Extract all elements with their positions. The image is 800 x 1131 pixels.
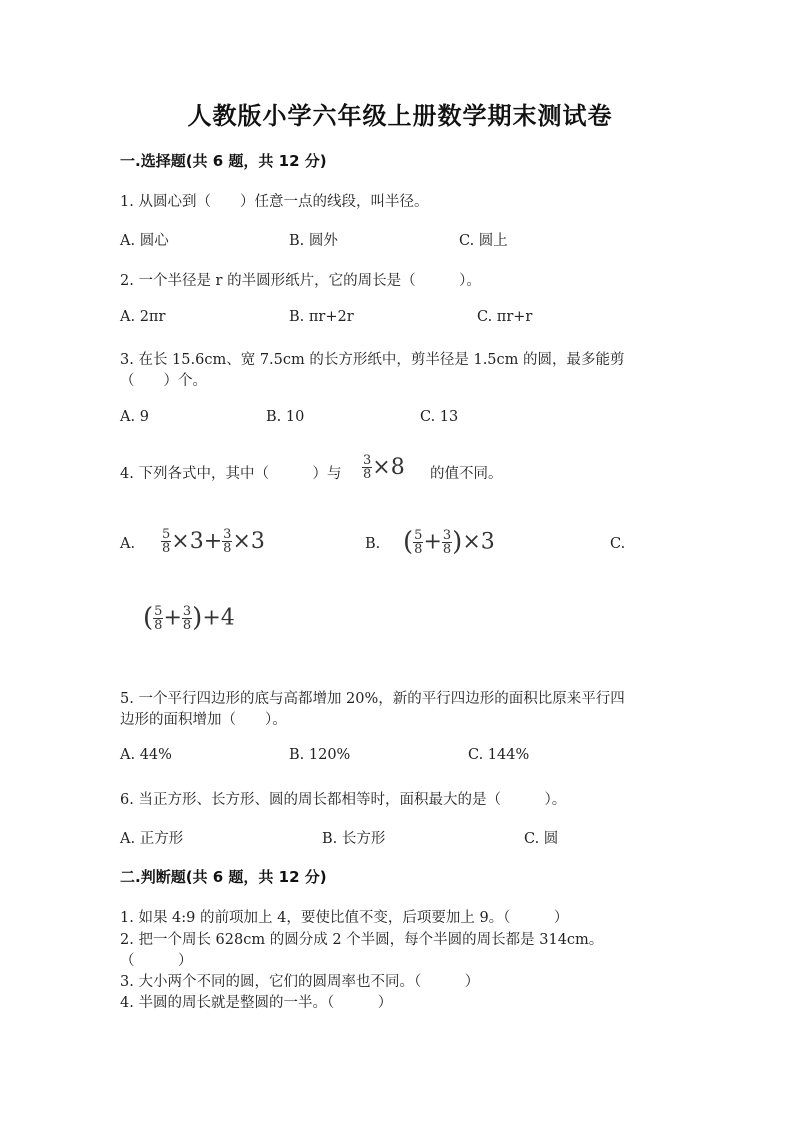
q2-option-b[interactable]: B. πr+2r: [289, 309, 354, 325]
question-5-line1: 5. 一个平行四边形的底与高都增加 20%，新的平行四边形的面积比原来平行四: [120, 691, 625, 707]
q6-option-b[interactable]: B. 长方形: [322, 831, 386, 847]
q4-option-a-expression[interactable]: $\frac{5}{8}$ ×3+ $\frac{3}{8}$ ×3: [162, 527, 265, 556]
q5-option-a[interactable]: A. 44%: [120, 747, 172, 763]
q1-option-b[interactable]: B. 圆外: [289, 233, 338, 249]
q3-option-b[interactable]: B. 10: [266, 409, 305, 425]
question-5-line2: 边形的面积增加（ ）。: [120, 712, 287, 728]
question-1: 1. 从圆心到（ ）任意一点的线段，叫半径。: [120, 194, 429, 210]
q1-option-c[interactable]: C. 圆上: [459, 233, 508, 249]
q4-option-c-expression[interactable]: ( $\frac{5}{8}$ + $\frac{3}{8}$ )+4: [143, 603, 235, 633]
judgement-4: 4. 半圆的周长就是整圆的一半。（ ）: [120, 995, 393, 1011]
judgement-2-line1: 2. 把一个周长 628cm 的圆分成 2 个半圆，每个半圆的周长都是 314cm。: [120, 932, 604, 948]
q4-reference-expression: $\frac{3}{8}$ ×8: [363, 453, 405, 482]
q4-option-b-expression[interactable]: ( $\frac{5}{8}$ + $\frac{3}{8}$ )×3: [403, 527, 495, 557]
question-4-text: 4. 下列各式中，其中（ ）与: [120, 466, 342, 482]
q5-option-c[interactable]: C. 144%: [468, 747, 530, 763]
q2-option-c[interactable]: C. πr+r: [477, 309, 533, 325]
section-heading-judgement: 二.判断题(共 6 题，共 12 分): [120, 868, 327, 886]
q2-option-a[interactable]: A. 2πr: [120, 309, 166, 325]
q3-option-a[interactable]: A. 9: [120, 409, 149, 425]
question-3-line1: 3. 在长 15.6cm、宽 7.5cm 的长方形纸中，剪半径是 1.5cm 的圆，最多能剪: [120, 352, 625, 368]
q1-option-a[interactable]: A. 圆心: [120, 233, 169, 249]
q4-option-b-label[interactable]: B.: [365, 536, 381, 552]
question-3-line2: （ ）个。: [120, 373, 207, 389]
question-4-text-end: 的值不同。: [430, 466, 503, 482]
q3-option-c[interactable]: C. 13: [420, 409, 459, 425]
q5-option-b[interactable]: B. 120%: [289, 747, 351, 763]
question-2: 2. 一个半径是 r 的半圆形纸片，它的周长是（ ）。: [120, 273, 481, 289]
q6-option-c[interactable]: C. 圆: [524, 831, 559, 847]
question-6: 6. 当正方形、长方形、圆的周长都相等时，面积最大的是（ ）。: [120, 792, 567, 808]
judgement-1: 1. 如果 4:9 的前项加上 4，要使比值不变，后项要加上 9。（ ）: [120, 910, 569, 926]
page-title: 人教版小学六年级上册数学期末测试卷: [187, 102, 613, 130]
q6-option-a[interactable]: A. 正方形: [120, 831, 184, 847]
q4-option-a-label[interactable]: A.: [120, 536, 136, 552]
section-heading-choice: 一.选择题(共 6 题，共 12 分): [120, 152, 327, 170]
judgement-3: 3. 大小两个不同的圆，它们的圆周率也不同。（ ）: [120, 974, 480, 990]
judgement-2-line2: （ ）: [120, 953, 193, 969]
q4-option-c-label[interactable]: C.: [610, 536, 626, 552]
